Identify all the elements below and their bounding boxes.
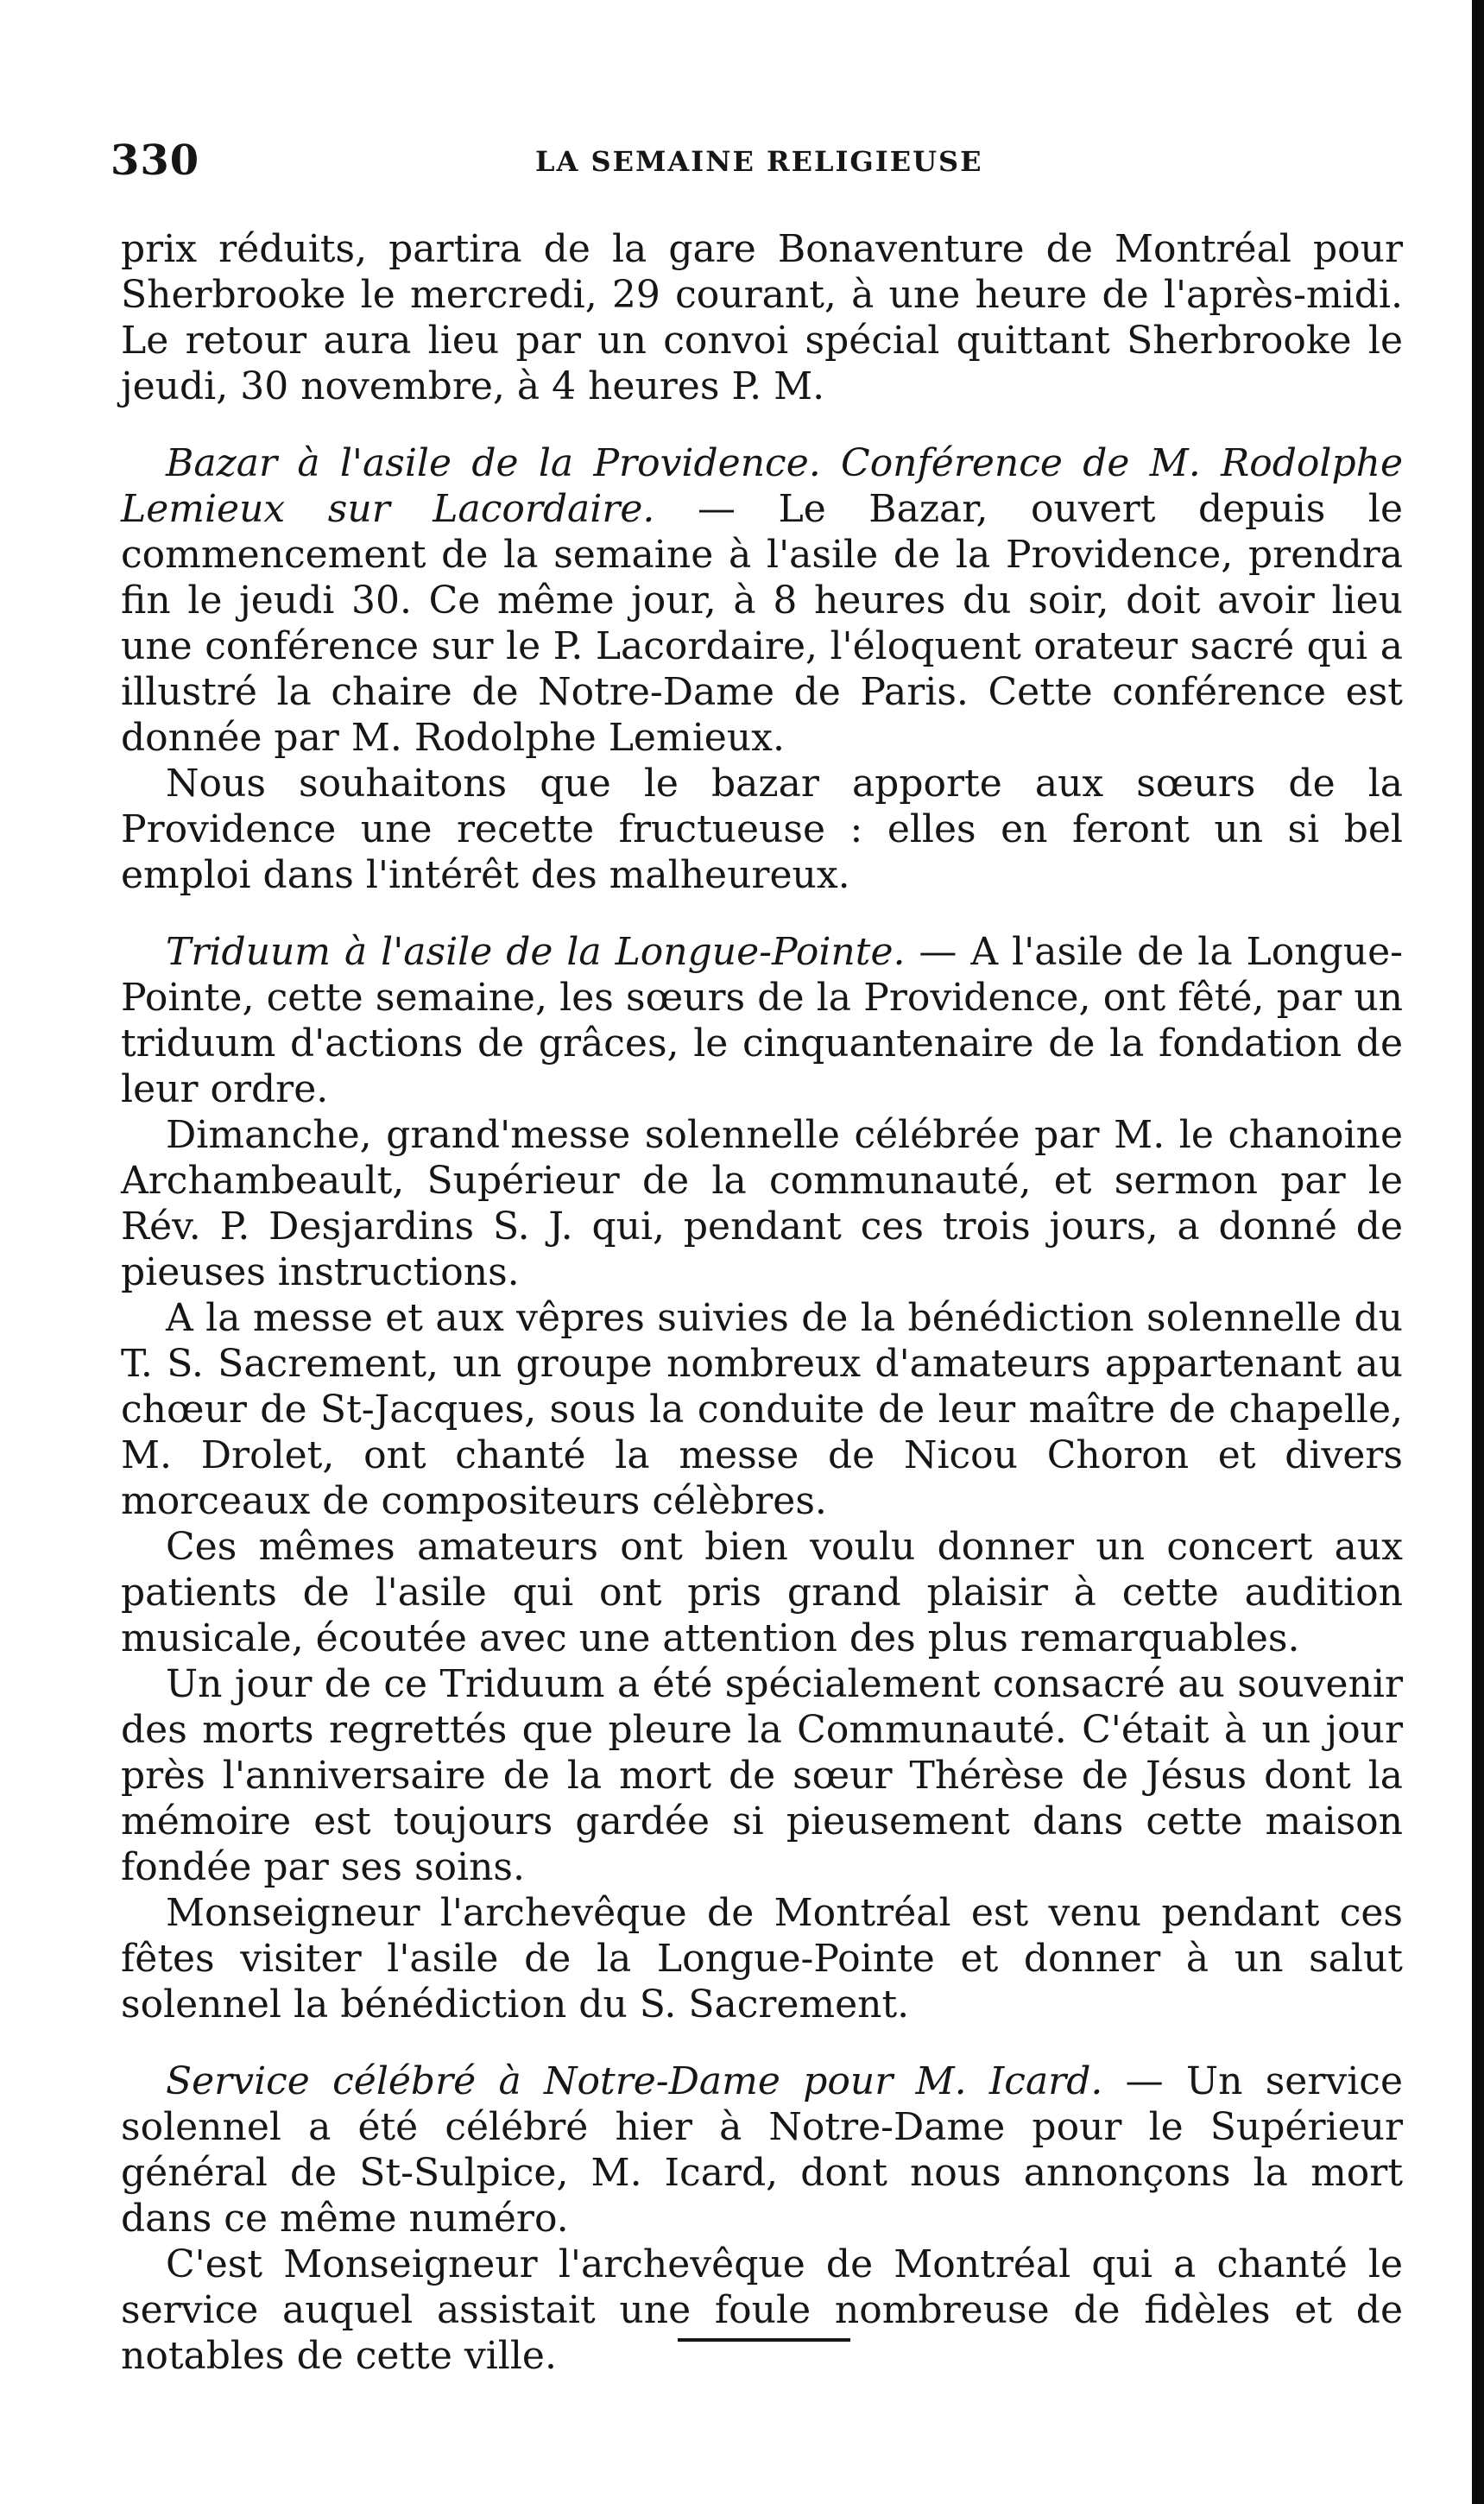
page-number: 330 <box>111 136 200 185</box>
paragraph-text: — A l'asile de la Longue-Pointe, cette semaine, les sœurs de la Providence, ont fêté, par un triduum d'actions de grâces, le cinquantenaire de la fondation de leur ordre. <box>121 930 1403 1111</box>
paragraph-concert <box>121 1524 1403 1661</box>
paragraph-text: Nous souhaitons que le bazar apporte aux sœurs de la Providence une recette fructueuse : elles en feront un si bel emploi dans l'intérêt des malheureux. <box>121 762 1403 897</box>
paragraph-triduum-longue-pointe <box>121 929 1403 1112</box>
paragraph-text: prix réduits, partira de la gare Bonaventure de Montréal pour Sherbrooke le mercredi, 29 courant, à une heure de l'après-midi. Le retour aura lieu par un convoi spécial quittant Sherbrooke le jeudi, 30 novembre, à 4 heures P. M. <box>121 227 1403 408</box>
article-body <box>121 226 1403 2379</box>
paragraph-text: Monseigneur l'archevêque de Montréal est venu pendant ces fêtes visiter l'asile de la Longue-Pointe et donner à un salut solennel la bénédiction du S. Sacrement. <box>121 1891 1403 2027</box>
paragraph-service-chante <box>121 2242 1403 2379</box>
paragraph-vepres <box>121 1295 1403 1524</box>
paragraph-text: A la messe et aux vêpres suivies de la bénédiction solennelle du T. S. Sacrement, un groupe nombreux d'amateurs appartenant au chœur de St-Jacques, sous la conduite de leur maître de chapelle, M. Drolet, ont chanté la messe de Nicou Choron et divers morceaux de compositeurs célèbres. <box>121 1296 1403 1523</box>
end-of-article-rule <box>678 2338 850 2342</box>
section-caption: Triduum à l'asile de la Longue-Pointe. <box>166 930 906 974</box>
paragraph-text: — Un service solennel a été célébré hier à Notre-Dame pour le Supérieur général de St-Sulpice, M. Icard, dont nous annonçons la mort dans ce même numéro. <box>121 2059 1403 2241</box>
paragraph-text: C'est Monseigneur l'archevêque de Montréal qui a chanté le service auquel assistait une foule nombreuse de fidèles et de notables de cette ville. <box>121 2242 1403 2378</box>
section-caption: Bazar à l'asile de la Providence. Conférence de M. Rodolphe Lemieux sur Lacordaire. <box>121 441 1403 531</box>
paragraph-text: Ces mêmes amateurs ont bien voulu donner un concert aux patients de l'asile qui ont pris grand plaisir à cette audition musicale, écoutée avec une attention des plus remarquables. <box>121 1525 1403 1660</box>
running-title: LA SEMAINE RELIGIEUSE <box>535 145 983 178</box>
paragraph-service-icard <box>121 2058 1403 2242</box>
page-header <box>0 0 1484 199</box>
section-caption: Service célébré à Notre-Dame pour M. Icard. <box>166 2059 1103 2103</box>
paragraph-text: — Le Bazar, ouvert depuis le commencement de la semaine à l'asile de la Providence, prendra fin le jeudi 30. Ce même jour, à 8 heures du soir, doit avoir lieu une conférence sur le P. Lacordaire, l'éloquent orateur sacré qui a illustré la chaire de Notre-Dame de Paris. Cette conférence est donnée par M. Rodolphe Lemieux. <box>121 487 1403 760</box>
paragraph-bazar-providence <box>121 440 1403 761</box>
paragraph-souvenir-morts <box>121 1661 1403 1890</box>
paragraph-bazar-wish <box>121 761 1403 898</box>
page-edge-shadow <box>1472 0 1484 2504</box>
paragraph-archeveque-visite <box>121 1890 1403 2027</box>
paragraph-text: Dimanche, grand'messe solennelle célébrée par M. le chanoine Archambeault, Supérieur de la communauté, et sermon par le Rév. P. Desjardins S. J. qui, pendant ces trois jours, a donné de pieuses instructions. <box>121 1113 1403 1294</box>
paragraph-text: Un jour de ce Triduum a été spécialement consacré au souvenir des morts regrettés que pleure la Communauté. C'était à un jour près l'anniversaire de la mort de sœur Thérèse de Jésus dont la mémoire est toujours gardée si pieusement dans cette maison fondée par ses soins. <box>121 1662 1403 1889</box>
paragraph-train-schedule <box>121 226 1403 409</box>
paragraph-grand-messe <box>121 1112 1403 1295</box>
